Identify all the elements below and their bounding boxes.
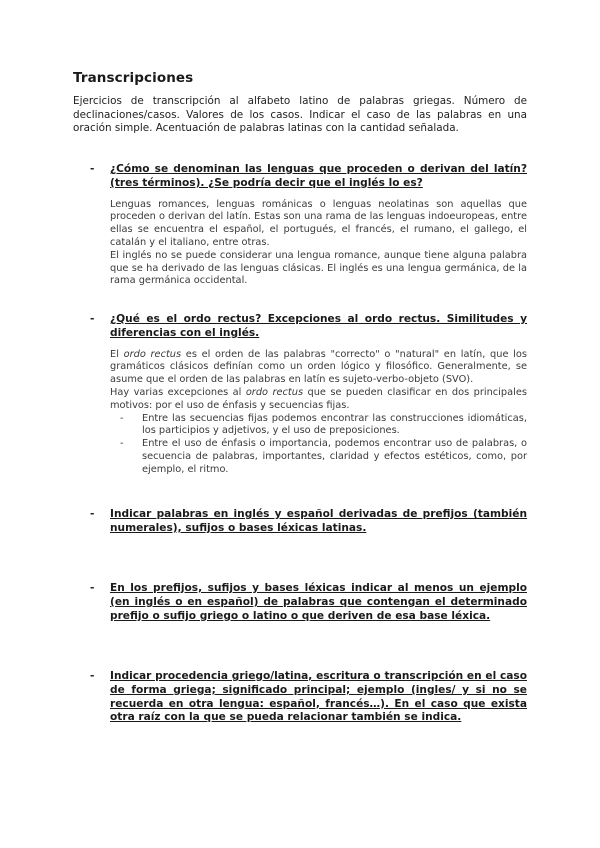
exceptions-list [110, 413, 527, 477]
answer-2-text: El [110, 348, 124, 360]
bullet-dash: - [90, 508, 95, 520]
question-block-3 [90, 508, 527, 536]
intro-paragraph: Ejercicios de transcripción al alfabeto latino de palabras griegas. Número de declinaciones/casos. Valores de los casos. Indicar el caso de las palabras en una oración simple. Acentuación de palabras latinas con la cantidad señalada. [73, 95, 527, 135]
bullet-dash: - [90, 670, 95, 682]
answer-2 [110, 349, 527, 477]
answer-2-text: Hay varias excepciones al [110, 386, 246, 398]
bullet-dash: - [120, 438, 124, 450]
question-5: Indicar procedencia griego/latina, escritura o transcripción en el caso de forma griega; significado principal; ejemplo (ingles/ y si no se recuerda en otra lengua: español, francés…). En el caso que exista otra raíz con la que se pueda relacionar también se indica. [110, 670, 527, 724]
answer-1 [110, 199, 527, 289]
question-4: En los prefijos, sufijos y bases léxicas indicar al menos un ejemplo (en inglés o en español) de palabras que contengan el determinado prefijo o sufijo griego o latino o que deriven de esa base léxica. [110, 582, 527, 622]
answer-1-paragraph-1: Lenguas romances, lenguas románicas o lenguas neolatinas son aquellas que proceden o derivan del latín. Estas son una rama de las lenguas indoeuropeas, entre ellas se encuentra el español, el portugués, el francés, el rumano, el gallego, el catalán y el italiano, entre otras. [110, 198, 527, 248]
answer-2-text: que se pueden clasificar en dos principales motivos: por el uso de énfasis y secuencias fijas. [110, 386, 527, 411]
question-block-1 [90, 163, 527, 288]
list-item [110, 413, 527, 439]
page-title: Transcripciones [73, 70, 194, 86]
question-3: Indicar palabras en inglés y español derivadas de prefijos (también numerales), sufijos o bases léxicas latinas. [110, 508, 527, 534]
answer-1-paragraph-2: El inglés no se puede considerar una lengua romance, aunque tiene alguna palabra que se ha derivado de las lenguas clásicas. El inglés es una lengua germánica, de la rama germánica occidental. [110, 249, 527, 287]
question-block-5 [90, 670, 527, 725]
list-item [110, 438, 527, 476]
bullet-dash: - [90, 163, 95, 175]
ordo-rectus-term: ordo rectus [123, 348, 182, 360]
bullet-dash: - [90, 582, 95, 594]
question-block-2 [90, 313, 527, 477]
answer-2-paragraph-2 [110, 387, 527, 413]
answer-2-paragraph-1 [110, 349, 527, 387]
question-2: ¿Qué es el ordo rectus? Excepciones al ordo rectus. Similitudes y diferencias con el inglés. [110, 313, 527, 339]
question-block-4 [90, 582, 527, 623]
question-1: ¿Cómo se denominan las lenguas que proceden o derivan del latín? (tres términos). ¿Se podría decir que el inglés lo es? [110, 163, 527, 189]
list-item-text: Entre el uso de énfasis o importancia, podemos encontrar uso de palabras, o secuencia de palabras, importantes, claridad y efectos estéticos, como, por ejemplo, el ritmo. [142, 438, 527, 475]
answer-2-text: es el orden de las palabras "correcto" o "natural" en latín, que los gramáticos clásicos definían como un orden lógico y filosófico. Generalmente, se asume que el orden de las palabras en latín es sujeto-verbo-objeto (SVO). [110, 348, 527, 386]
bullet-dash: - [120, 412, 124, 424]
bullet-dash: - [90, 313, 95, 325]
ordo-rectus-term: ordo rectus [245, 386, 304, 398]
list-item-text: Entre las secuencias fijas podemos encontrar las construcciones idiomáticas, los participios y adjetivos, y el uso de preposiciones. [142, 412, 527, 437]
